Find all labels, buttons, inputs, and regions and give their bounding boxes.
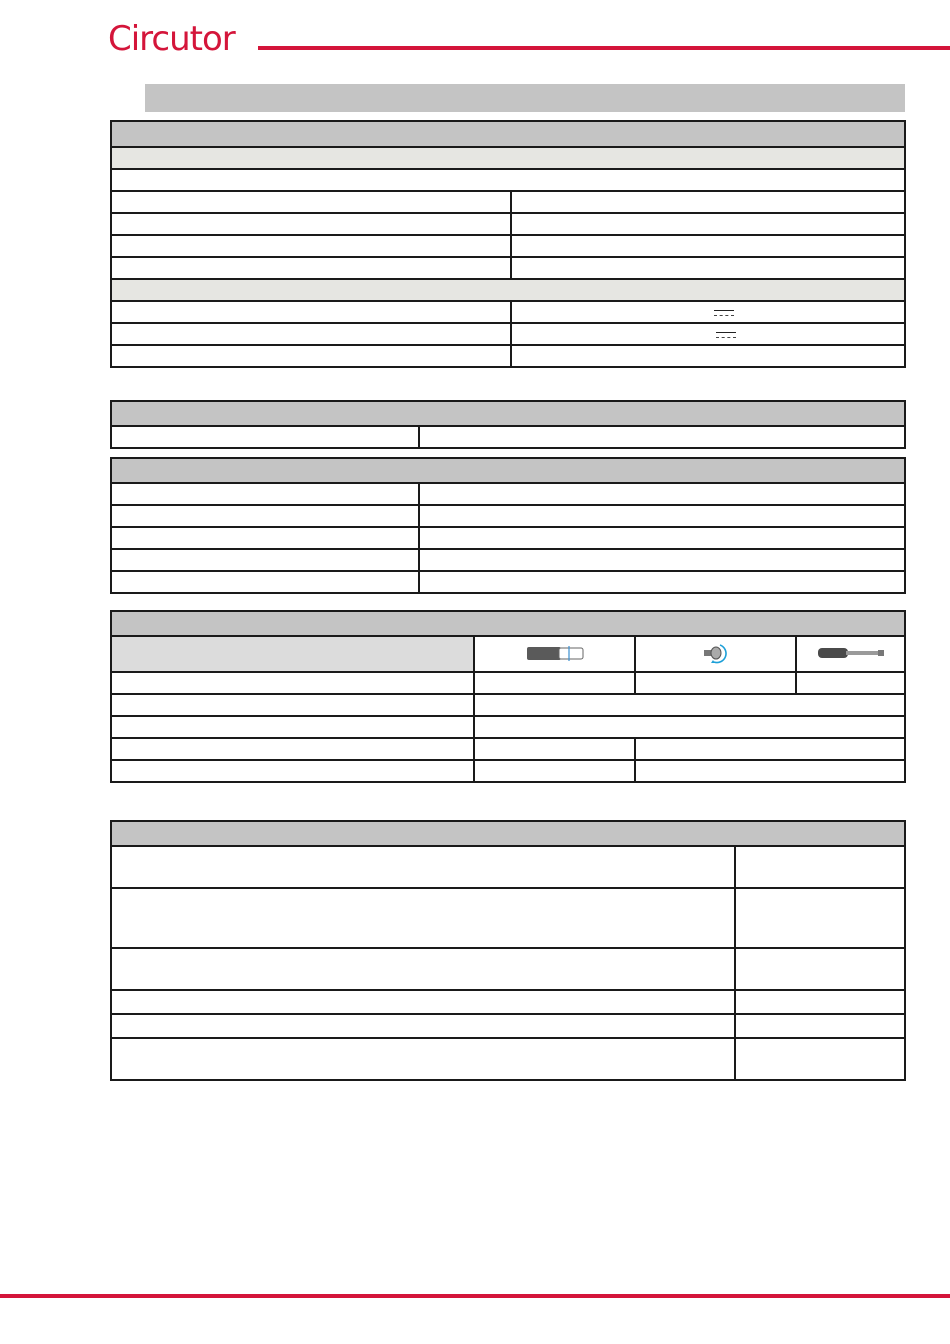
dc-symbol-icon — [716, 331, 736, 339]
spec-table-2 — [110, 400, 906, 449]
spec-table-1 — [110, 120, 906, 368]
table-row — [111, 301, 905, 323]
ferrule-cell — [474, 636, 635, 672]
screwdriver-icon — [816, 645, 886, 661]
table-row — [111, 191, 905, 213]
table-row — [111, 257, 905, 279]
circutor-logo-icon — [108, 16, 258, 56]
table-row — [111, 571, 905, 593]
table-row — [111, 213, 905, 235]
table-row — [111, 716, 905, 738]
table-subheader-row — [111, 279, 905, 301]
table-row — [111, 345, 905, 367]
table-row — [111, 846, 905, 888]
table-header-row — [111, 821, 905, 846]
table-subheader-row — [111, 147, 905, 169]
table-row — [111, 948, 905, 990]
table-row — [111, 169, 905, 191]
table-row — [111, 505, 905, 527]
table-row — [111, 888, 905, 948]
table-row — [111, 990, 905, 1014]
table-header-row — [111, 401, 905, 426]
screw-cell — [635, 636, 796, 672]
logo-text: Circutor — [108, 19, 235, 56]
table-row — [111, 1014, 905, 1038]
connection-table — [110, 610, 906, 783]
dc-symbol-icon — [714, 309, 734, 317]
table-row — [111, 483, 905, 505]
table-header-row — [111, 458, 905, 483]
table-row — [111, 672, 905, 694]
table-row — [111, 426, 905, 448]
table-row — [111, 738, 905, 760]
spec-table-3 — [110, 457, 906, 594]
section-title-bar — [145, 84, 905, 112]
table-header-row — [111, 611, 905, 636]
table-row — [111, 527, 905, 549]
footer-rule — [0, 1294, 950, 1298]
cable-ferrule-icon — [525, 643, 585, 663]
table-row — [111, 694, 905, 716]
table-row — [111, 235, 905, 257]
table-row — [111, 760, 905, 782]
header-rule — [258, 46, 950, 50]
circutor-logo — [108, 16, 258, 56]
tool-icons-row — [111, 636, 905, 672]
table-row — [111, 1038, 905, 1080]
spec-table-5 — [110, 820, 906, 1081]
table-row — [111, 549, 905, 571]
screwdriver-cell — [796, 636, 905, 672]
table-row — [111, 323, 905, 345]
screw-icon — [701, 641, 731, 665]
table-header-row — [111, 121, 905, 147]
